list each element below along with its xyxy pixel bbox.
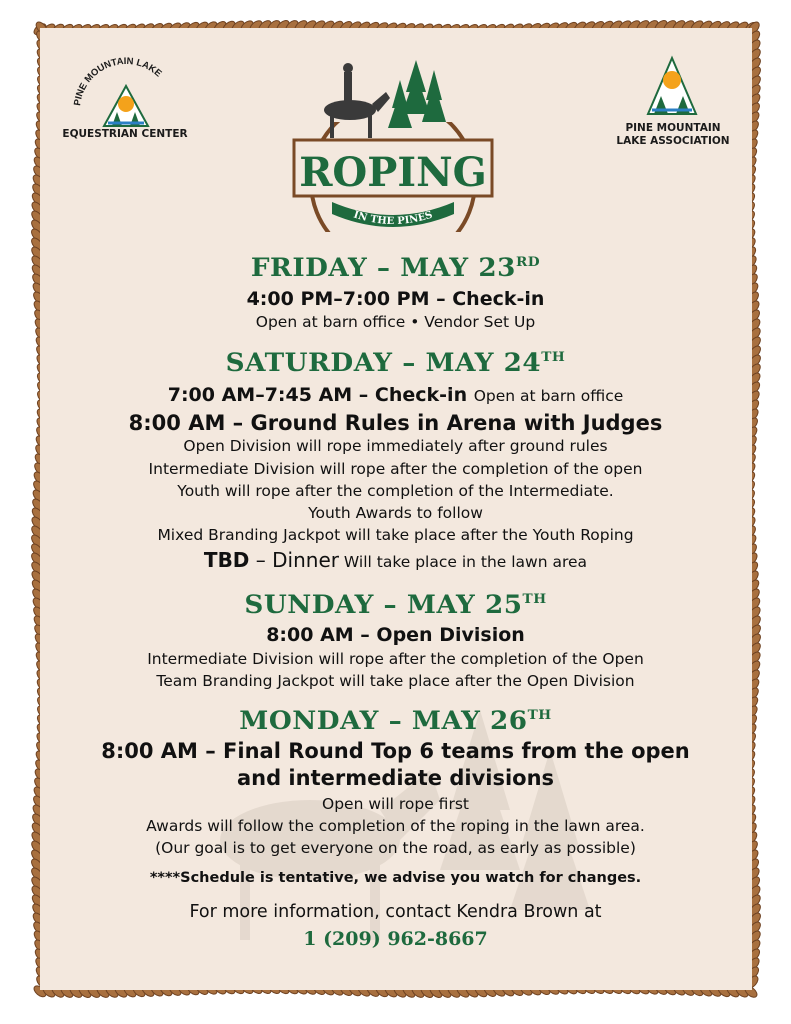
logo-arc-text: PINE MOUNTAIN LAKE xyxy=(72,55,164,107)
disclaimer: ****Schedule is tentative, we advise you watch for changes. xyxy=(149,870,642,886)
friday-heading: FRIDAY – MAY 23RD xyxy=(250,253,541,282)
saturday-dinner: TBD – Dinner Will take place in the lawn area xyxy=(203,548,588,572)
saturday-line: Mixed Branding Jackpot will take place after the Youth Roping xyxy=(157,526,634,544)
saturday-rules: 8:00 AM – Ground Rules in Arena with Judges xyxy=(128,411,663,435)
saturday-checkin: 7:00 AM–7:45 AM – Check-in Open at barn office xyxy=(167,384,624,406)
badge-ribbon: IN THE PINES xyxy=(352,209,434,228)
association-line2: LAKE ASSOCIATION xyxy=(616,135,730,147)
sunday-line: Intermediate Division will rope after the completion of the Open xyxy=(147,650,644,668)
contact-phone[interactable]: 1 (209) 962-8667 xyxy=(303,928,488,950)
logo-name: EQUESTRIAN CENTER xyxy=(62,128,188,140)
saturday-heading: SATURDAY – MAY 24TH xyxy=(225,348,566,377)
friday-note: Open at barn office • Vendor Set Up xyxy=(255,313,536,331)
pine-mountain-lake-association-logo xyxy=(612,52,734,152)
saturday-line: Youth Awards to follow xyxy=(308,504,483,522)
monday-line: (Our goal is to get everyone on the road, as early as possible) xyxy=(155,839,636,857)
monday-line: Awards will follow the completion of the roping in the lawn area. xyxy=(146,817,645,835)
association-line1: PINE MOUNTAIN xyxy=(625,122,721,134)
monday-time-line2: and intermediate divisions xyxy=(236,766,555,790)
pine-mountain-lake-emblem xyxy=(60,52,190,132)
contact-text: For more information, contact Kendra Brown at xyxy=(189,902,602,922)
association-emblem xyxy=(612,52,734,120)
roping-in-the-pines-badge xyxy=(288,52,498,232)
friday-time: 4:00 PM–7:00 PM – Check-in xyxy=(246,288,545,310)
sunday-time: 8:00 AM – Open Division xyxy=(266,624,525,646)
equestrian-center-logo xyxy=(60,52,190,147)
saturday-line: Intermediate Division will rope after the completion of the open xyxy=(148,460,643,478)
monday-line: Open will rope first xyxy=(322,795,469,813)
badge-emblem xyxy=(288,52,498,232)
monday-heading: MONDAY – MAY 26TH xyxy=(239,706,552,735)
sunday-heading: SUNDAY – MAY 25TH xyxy=(244,590,547,619)
sunday-line: Team Branding Jackpot will take place after the Open Division xyxy=(156,672,635,690)
badge-title: ROPING xyxy=(299,149,487,196)
saturday-line: Open Division will rope immediately after ground rules xyxy=(183,437,608,455)
monday-time-line1: 8:00 AM – Final Round Top 6 teams from the open xyxy=(101,739,690,763)
saturday-line: Youth will rope after the completion of the Intermediate. xyxy=(177,482,614,500)
